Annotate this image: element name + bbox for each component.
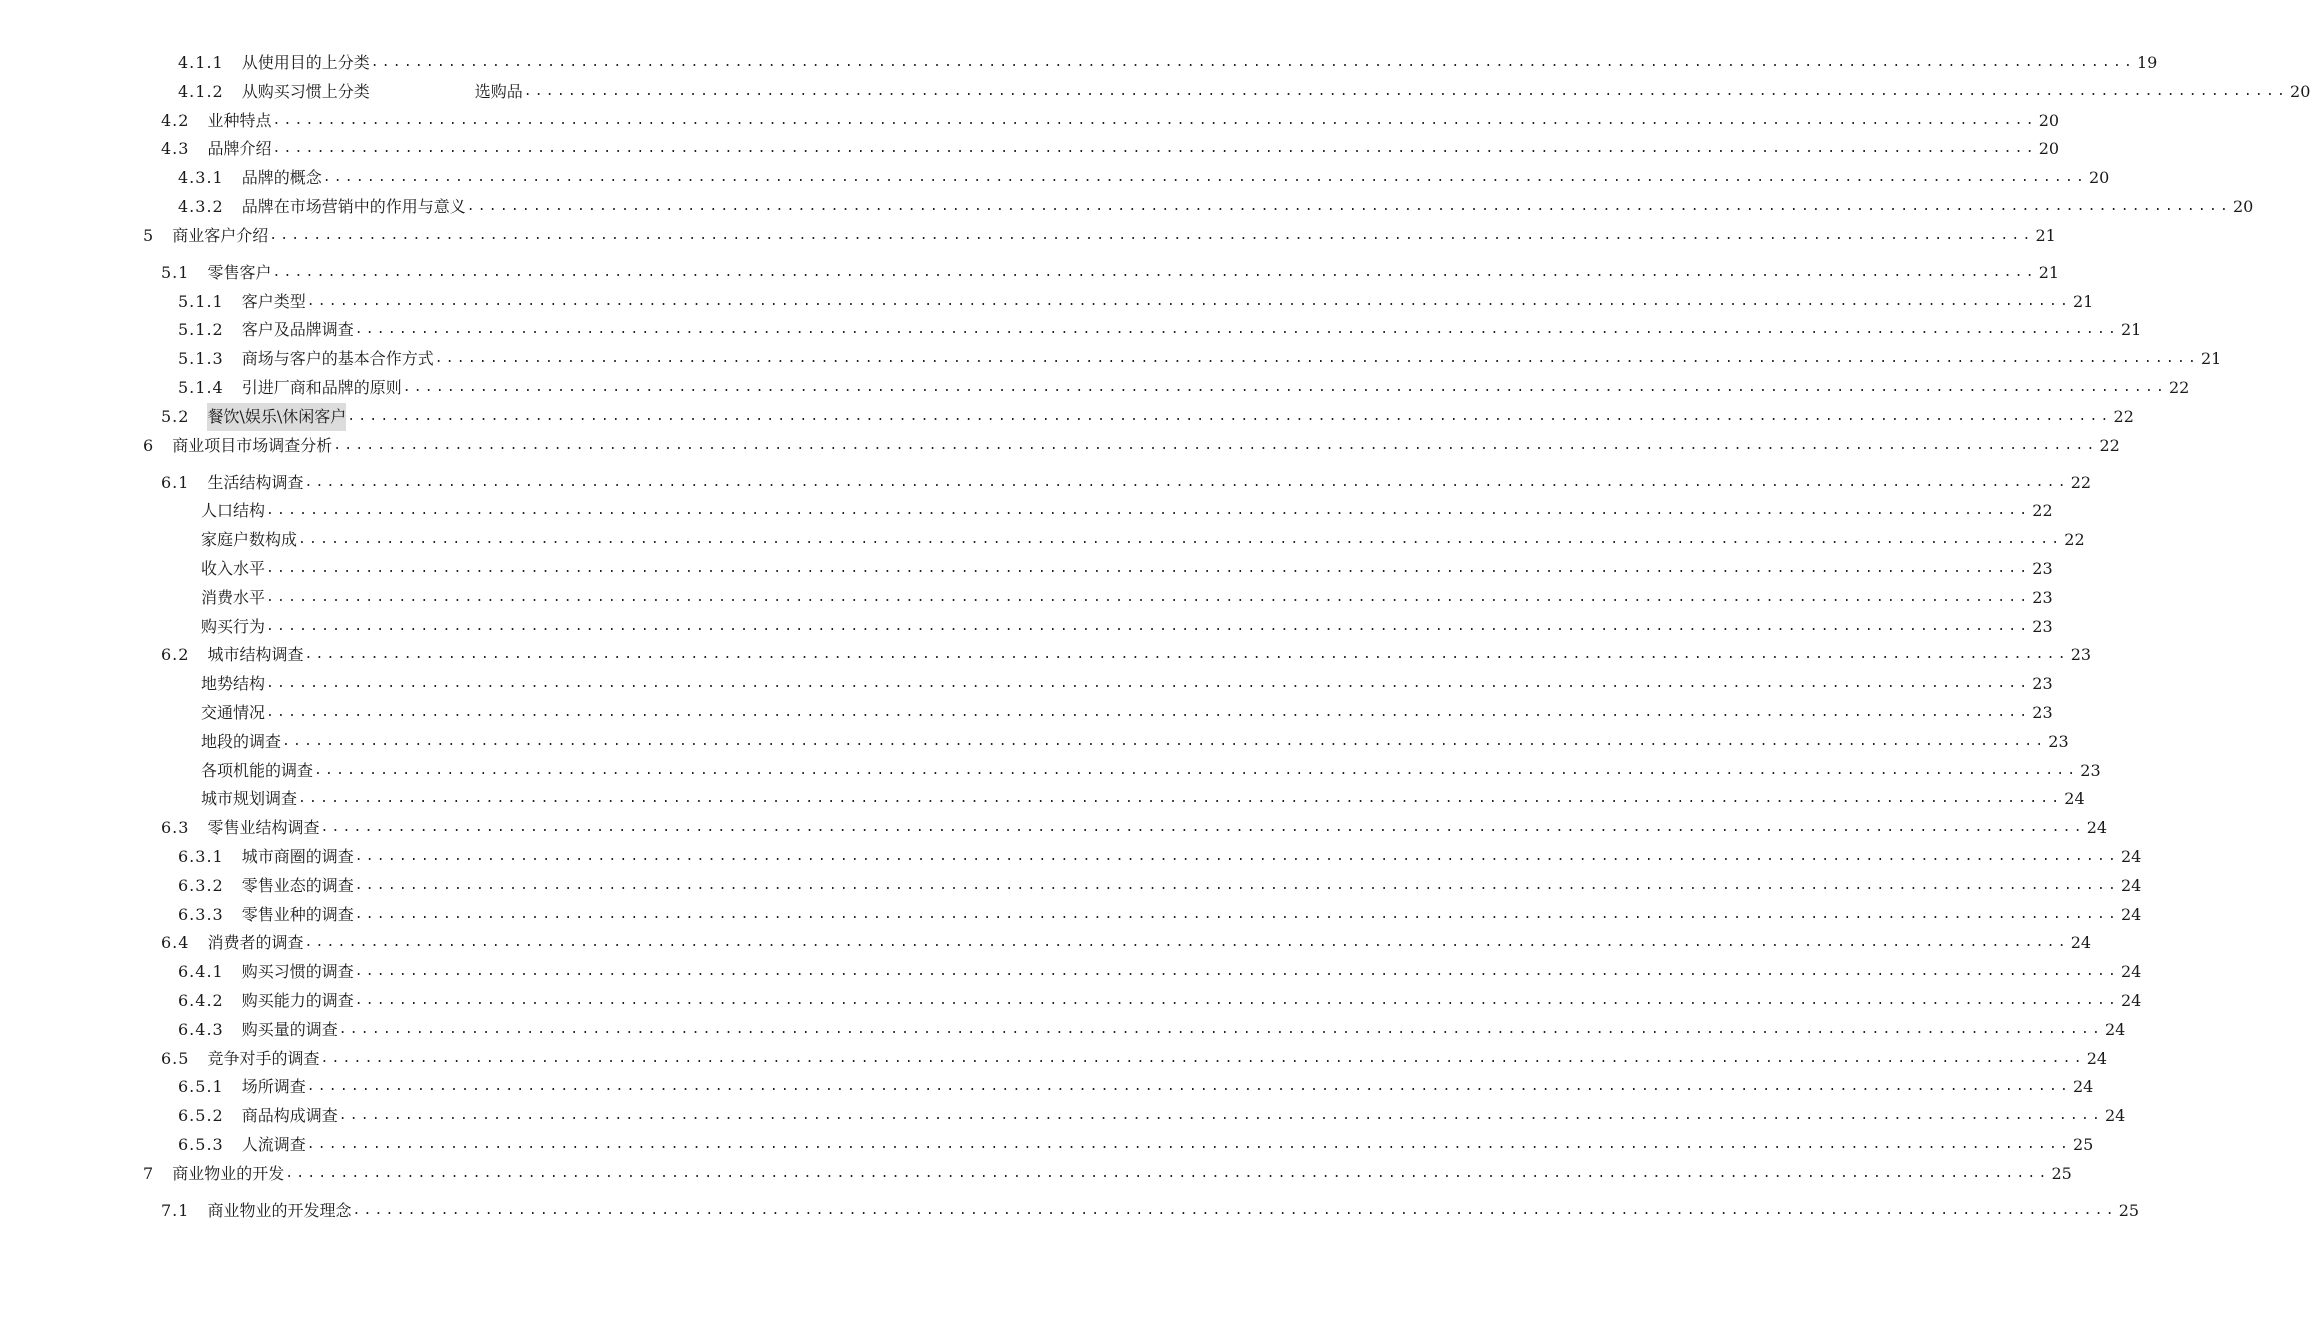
toc-dot-leader: ................................................................................................................................................................	[354, 906, 2119, 922]
toc-entry[interactable]	[0, 584, 2053, 612]
toc-entry-line	[179, 670, 2053, 698]
toc-entry[interactable]	[0, 987, 2142, 1015]
toc-page-number: 23	[2032, 559, 2053, 578]
toc-page-number: 24	[2121, 875, 2142, 895]
toc-section-number: 5.1.2	[178, 320, 224, 340]
toc-entry-line	[161, 1197, 2140, 1225]
toc-dot-leader: ................................................................................................................................................................	[266, 705, 2031, 720]
toc-section-number: 6.2	[161, 645, 190, 665]
toc-entry[interactable]	[0, 345, 2222, 373]
toc-page-number: 24	[2086, 818, 2108, 838]
toc-dot-leader: ................................................................................................................................................................	[298, 532, 2063, 548]
toc-section-number: 5.1	[161, 262, 190, 282]
toc-entry-line	[178, 288, 2094, 316]
toc-entry-title: 人口结构	[201, 501, 266, 521]
toc-section-number: 5.1.1	[178, 291, 224, 311]
toc-section-number: 7	[143, 1163, 155, 1183]
toc-entry-title: 购买行为	[201, 616, 266, 636]
toc-entry-title: 品牌的概念	[241, 168, 322, 188]
toc-section-number: 4.2	[161, 110, 190, 130]
toc-dot-leader: ................................................................................................................................................................	[354, 877, 2119, 893]
toc-dot-leader: ................................................................................................................................................................	[298, 791, 2063, 807]
toc-entry-title: 品牌介绍	[207, 139, 272, 159]
toc-entry-title: 竞争对手的调查	[207, 1048, 320, 1068]
toc-entry-line	[143, 222, 2056, 250]
toc-page-number: 22	[2064, 530, 2085, 550]
toc-page-number: 25	[2118, 1200, 2140, 1220]
toc-section-number: 4.1.2	[178, 81, 224, 101]
toc-entry[interactable]	[0, 814, 2108, 842]
toc-dot-leader: ................................................................................................................................................................	[306, 293, 2071, 309]
toc-section-number: 4.3.2	[178, 197, 224, 216]
toc-entry[interactable]	[0, 316, 2142, 344]
toc-dot-leader: ................................................................................................................................................................	[266, 618, 2031, 634]
toc-section-number: 6.4.3	[178, 1019, 224, 1039]
toc-dot-leader: ................................................................................................................................................................	[266, 503, 2031, 519]
toc-entry-extra-text: 选购品	[474, 81, 523, 101]
toc-page-number: 24	[2086, 1048, 2108, 1068]
toc-entry[interactable]	[0, 1102, 2126, 1130]
toc-page-number: 21	[2201, 349, 2222, 369]
toc-entry-title: 业种特点	[207, 110, 272, 130]
toc-entry-title: 引进厂商和品牌的原则	[241, 378, 402, 397]
toc-page-number: 21	[2038, 262, 2060, 282]
toc-entry-title: 商业项目市场调查分析	[172, 435, 333, 455]
toc-entry-title: 场所调查	[241, 1077, 306, 1097]
toc-entry-line	[161, 259, 2060, 287]
toc-entry-line	[178, 987, 2142, 1015]
toc-entry-line	[179, 757, 2101, 785]
toc-dot-leader: ................................................................................................................................................................	[314, 762, 2079, 778]
toc-entry-title: 家庭户数构成	[201, 530, 298, 550]
toc-dot-leader: ................................................................................................................................................................	[466, 199, 2231, 214]
toc-entry-title: 客户类型	[241, 291, 306, 311]
toc-dot-leader: ................................................................................................................................................................	[370, 55, 2135, 70]
toc-dot-leader: ................................................................................................................................................................	[272, 264, 2037, 280]
toc-entry-title: 地势结构	[201, 674, 266, 694]
toc-entry[interactable]	[0, 497, 2053, 525]
toc-page-number: 22	[2032, 501, 2053, 521]
toc-entry-line	[178, 78, 2310, 106]
toc-section-number: 6.5.2	[178, 1106, 224, 1126]
toc-dot-leader: ................................................................................................................................................................	[402, 380, 2167, 395]
toc-dot-leader: ................................................................................................................................................................	[338, 1108, 2103, 1124]
toc-entry-line	[179, 785, 2085, 813]
toc-page-number: 23	[2032, 674, 2053, 694]
toc-section-number: 4.1.1	[178, 53, 224, 72]
toc-page-number: 19	[2137, 53, 2158, 72]
toc-entry-line	[179, 555, 2053, 583]
toc-entry-line	[178, 49, 2158, 77]
toc-section-number: 6.5.1	[178, 1077, 224, 1097]
toc-entry-line	[178, 164, 2110, 192]
toc-entry-line	[161, 469, 2092, 497]
toc-entry[interactable]	[0, 901, 2142, 929]
toc-dot-leader: ................................................................................................................................................................	[304, 474, 2069, 490]
toc-entry-title: 购买量的调查	[241, 1019, 338, 1039]
toc-page-number: 24	[2070, 933, 2092, 953]
toc-page-number: 20	[2038, 139, 2060, 159]
toc-entry-title: 商业物业的开发理念	[207, 1200, 352, 1220]
toc-entry[interactable]	[0, 1131, 2094, 1159]
toc-entry[interactable]	[0, 1197, 2140, 1225]
toc-dot-leader: ................................................................................................................................................................	[266, 589, 2031, 605]
toc-entry-line	[143, 1160, 2072, 1188]
toc-entry-title: 交通情况	[201, 703, 266, 722]
toc-entry-title: 零售业种的调查	[241, 904, 354, 924]
toc-entry-line	[178, 843, 2142, 871]
toc-entry[interactable]	[0, 374, 2190, 402]
toc-dot-leader: ................................................................................................................................................................	[333, 437, 2098, 453]
toc-page-number: 24	[2121, 962, 2142, 982]
toc-dot-leader: ................................................................................................................................................................	[282, 733, 2047, 749]
toc-entry[interactable]	[0, 1045, 2108, 1073]
toc-page-number: 24	[2105, 1019, 2126, 1039]
toc-section-number: 6.3.2	[178, 875, 224, 895]
toc-entry-title: 商业客户介绍	[172, 225, 269, 245]
toc-entry-line	[178, 1102, 2126, 1130]
toc-entry[interactable]	[0, 1016, 2126, 1044]
toc-dot-leader: ................................................................................................................................................................	[352, 1202, 2117, 1218]
toc-entry-title: 零售业结构调查	[207, 818, 320, 838]
toc-entry[interactable]	[0, 1160, 2072, 1188]
toc-dot-leader: ................................................................................................................................................................	[306, 1137, 2071, 1152]
toc-page-number: 22	[2099, 435, 2120, 455]
toc-page-number: 20	[2089, 168, 2110, 188]
toc-entry[interactable]	[0, 78, 2310, 106]
toc-entry-title: 餐饮\娱乐\休闲客户	[207, 403, 346, 431]
toc-entry[interactable]	[0, 403, 2134, 431]
toc-entry-line	[178, 345, 2222, 373]
toc-entry[interactable]	[0, 757, 2101, 785]
toc-entry-line	[179, 699, 2053, 727]
toc-entry-line	[143, 432, 2120, 460]
toc-entry-line	[161, 814, 2108, 842]
toc-entry-line	[179, 584, 2053, 612]
toc-entry-title: 消费者的调查	[207, 933, 304, 953]
toc-section-number: 6.1	[161, 472, 190, 492]
toc-entry-line	[179, 526, 2085, 554]
toc-entry-title: 人流调查	[241, 1135, 306, 1154]
toc-entry-line	[178, 901, 2142, 929]
toc-entry[interactable]	[0, 288, 2094, 316]
toc-dot-leader: ................................................................................................................................................................	[306, 1079, 2071, 1095]
toc-entry-line	[161, 1045, 2108, 1073]
toc-entry-title: 城市规划调查	[201, 789, 298, 809]
toc-section-number: 5.2	[161, 406, 190, 426]
toc-page-number: 22	[2070, 472, 2092, 492]
toc-section-number: 6	[143, 435, 155, 455]
toc-section-number: 6.5	[161, 1048, 190, 1068]
toc-entry-line	[179, 497, 2053, 525]
toc-entry-title: 各项机能的调查	[201, 760, 314, 780]
toc-page-number: 22	[2113, 406, 2134, 426]
toc-page-number: 20	[2038, 110, 2060, 130]
toc-entry-line	[161, 641, 2092, 669]
toc-entry-title: 零售业态的调查	[241, 875, 354, 895]
toc-dot-leader: ................................................................................................................................................................	[322, 170, 2087, 186]
toc-entry-line	[178, 1016, 2126, 1044]
toc-section-number: 4.3.1	[178, 168, 224, 188]
toc-entry-title: 城市商圈的调查	[241, 847, 354, 866]
toc-page-number: 23	[2032, 587, 2053, 607]
toc-entry[interactable]	[0, 193, 2254, 221]
toc-entry-title: 收入水平	[201, 559, 266, 578]
toc-section-number: 6.3.3	[178, 904, 224, 924]
toc-entry[interactable]	[0, 469, 2092, 497]
toc-entry[interactable]	[0, 958, 2142, 986]
toc-entry[interactable]	[0, 641, 2092, 669]
toc-section-number: 6.5.3	[178, 1135, 224, 1154]
toc-section-number: 5.1.4	[178, 378, 224, 397]
toc-page-number: 21	[2073, 291, 2094, 311]
toc-dot-leader: ................................................................................................................................................................	[338, 1021, 2103, 1037]
toc-entry[interactable]	[0, 135, 2060, 163]
toc-entry-line	[179, 613, 2053, 641]
toc-entry-line	[178, 1073, 2094, 1101]
toc-page-number: 23	[2080, 760, 2101, 780]
toc-entry[interactable]	[0, 1073, 2094, 1101]
toc-entry-title: 消费水平	[201, 587, 266, 607]
toc-entry[interactable]	[0, 843, 2142, 871]
toc-page-number: 24	[2121, 904, 2142, 924]
toc-page-number: 20	[2290, 81, 2310, 101]
toc-entry-title: 从使用目的上分类	[241, 53, 370, 72]
toc-entry[interactable]	[0, 107, 2060, 135]
toc-entry-line	[178, 316, 2142, 344]
toc-entry[interactable]	[0, 872, 2142, 900]
toc-dot-leader: ................................................................................................................................................................	[272, 112, 2037, 128]
toc-dot-leader: ................................................................................................................................................................	[304, 647, 2069, 663]
toc-section-number: 6.4.2	[178, 991, 224, 1010]
toc-entry-title: 购买能力的调查	[241, 991, 354, 1010]
toc-page-number: 23	[2048, 731, 2069, 751]
toc-entry[interactable]	[0, 526, 2085, 554]
toc-section-number: 6.3	[161, 818, 190, 838]
toc-entry-line	[178, 374, 2190, 402]
toc-entry-title: 地段的调查	[201, 731, 282, 751]
toc-page-number: 25	[2051, 1163, 2072, 1183]
toc-page-number: 21	[2035, 225, 2056, 245]
toc-entry[interactable]	[0, 728, 2069, 756]
toc-page-number: 23	[2070, 645, 2092, 665]
toc-dot-leader: ................................................................................................................................................................	[354, 322, 2119, 338]
toc-section-number: 6.4	[161, 933, 190, 953]
toc-entry[interactable]	[0, 555, 2053, 583]
toc-page-number: 24	[2121, 991, 2142, 1010]
toc-dot-leader: ................................................................................................................................................................	[320, 1050, 2085, 1066]
toc-entry-title: 商业物业的开发	[172, 1163, 285, 1183]
toc-page-number: 23	[2032, 616, 2053, 636]
toc-section-number: 6.3.1	[178, 847, 224, 866]
toc-page-number: 24	[2121, 847, 2142, 866]
toc-entry-line	[161, 929, 2092, 957]
toc-entry-line	[178, 872, 2142, 900]
toc-dot-leader: ................................................................................................................................................................	[354, 964, 2119, 980]
toc-entry[interactable]	[0, 670, 2053, 698]
toc-entry-title: 购买习惯的调查	[241, 962, 354, 982]
toc-dot-leader: ................................................................................................................................................................	[354, 849, 2119, 864]
toc-dot-leader: ................................................................................................................................................................	[523, 83, 2289, 99]
toc-entry-title: 零售客户	[207, 262, 272, 282]
toc-section-number: 4.3	[161, 139, 190, 159]
toc-section-number: 7.1	[161, 1200, 190, 1220]
toc-entry-title: 品牌在市场营销中的作用与意义	[241, 197, 466, 216]
toc-page-number: 24	[2073, 1077, 2094, 1097]
toc-entry[interactable]	[0, 222, 2056, 250]
toc-entry-line	[161, 107, 2060, 135]
toc-page-number: 20	[2233, 197, 2254, 216]
toc-dot-leader: ................................................................................................................................................................	[266, 676, 2031, 692]
toc-entry-line	[178, 958, 2142, 986]
toc-dot-leader: ................................................................................................................................................................	[266, 561, 2031, 576]
toc-entry[interactable]	[0, 613, 2053, 641]
toc-page-number: 24	[2105, 1106, 2126, 1126]
toc-entry-title: 生活结构调查	[207, 472, 304, 492]
toc-entry[interactable]	[0, 432, 2120, 460]
toc-entry[interactable]	[0, 699, 2053, 727]
toc-dot-leader: ................................................................................................................................................................	[304, 935, 2069, 951]
toc-entry-title: 商品构成调查	[241, 1106, 338, 1126]
toc-dot-leader: ................................................................................................................................................................	[272, 141, 2037, 157]
toc-entry[interactable]	[0, 785, 2085, 813]
toc-dot-leader: ................................................................................................................................................................	[285, 1165, 2050, 1181]
toc-entry[interactable]	[0, 929, 2092, 957]
toc-page-number: 24	[2064, 789, 2085, 809]
toc-entry-title: 客户及品牌调查	[241, 320, 354, 340]
toc-section-number: 5	[143, 225, 155, 245]
toc-section-number: 5.1.3	[178, 349, 224, 369]
toc-entry-title: 商场与客户的基本合作方式	[241, 349, 434, 369]
toc-page-number: 22	[2169, 378, 2190, 397]
toc-entry-line	[178, 193, 2254, 221]
toc-entry-line	[161, 135, 2060, 163]
toc-entry[interactable]	[0, 164, 2110, 192]
toc-page-number: 23	[2032, 703, 2053, 722]
toc-entry-line	[161, 403, 2134, 431]
toc-dot-leader: ................................................................................................................................................................	[269, 227, 2034, 243]
toc-entry[interactable]	[0, 49, 2158, 77]
toc-page-number: 21	[2121, 320, 2142, 340]
toc-page-number: 25	[2073, 1135, 2094, 1154]
toc-entry[interactable]	[0, 259, 2060, 287]
toc-entry-line	[178, 1131, 2094, 1159]
toc-entry-title: 从购买习惯上分类	[241, 81, 370, 101]
toc-entry-line	[179, 728, 2069, 756]
toc-section-number: 6.4.1	[178, 962, 224, 982]
toc-dot-leader: ................................................................................................................................................................	[354, 993, 2119, 1008]
toc-dot-leader: ................................................................................................................................................................	[320, 820, 2085, 836]
toc-dot-leader: ................................................................................................................................................................	[434, 351, 2199, 367]
toc-dot-leader: ................................................................................................................................................................	[347, 408, 2112, 424]
toc-entry-title: 城市结构调查	[207, 645, 304, 665]
